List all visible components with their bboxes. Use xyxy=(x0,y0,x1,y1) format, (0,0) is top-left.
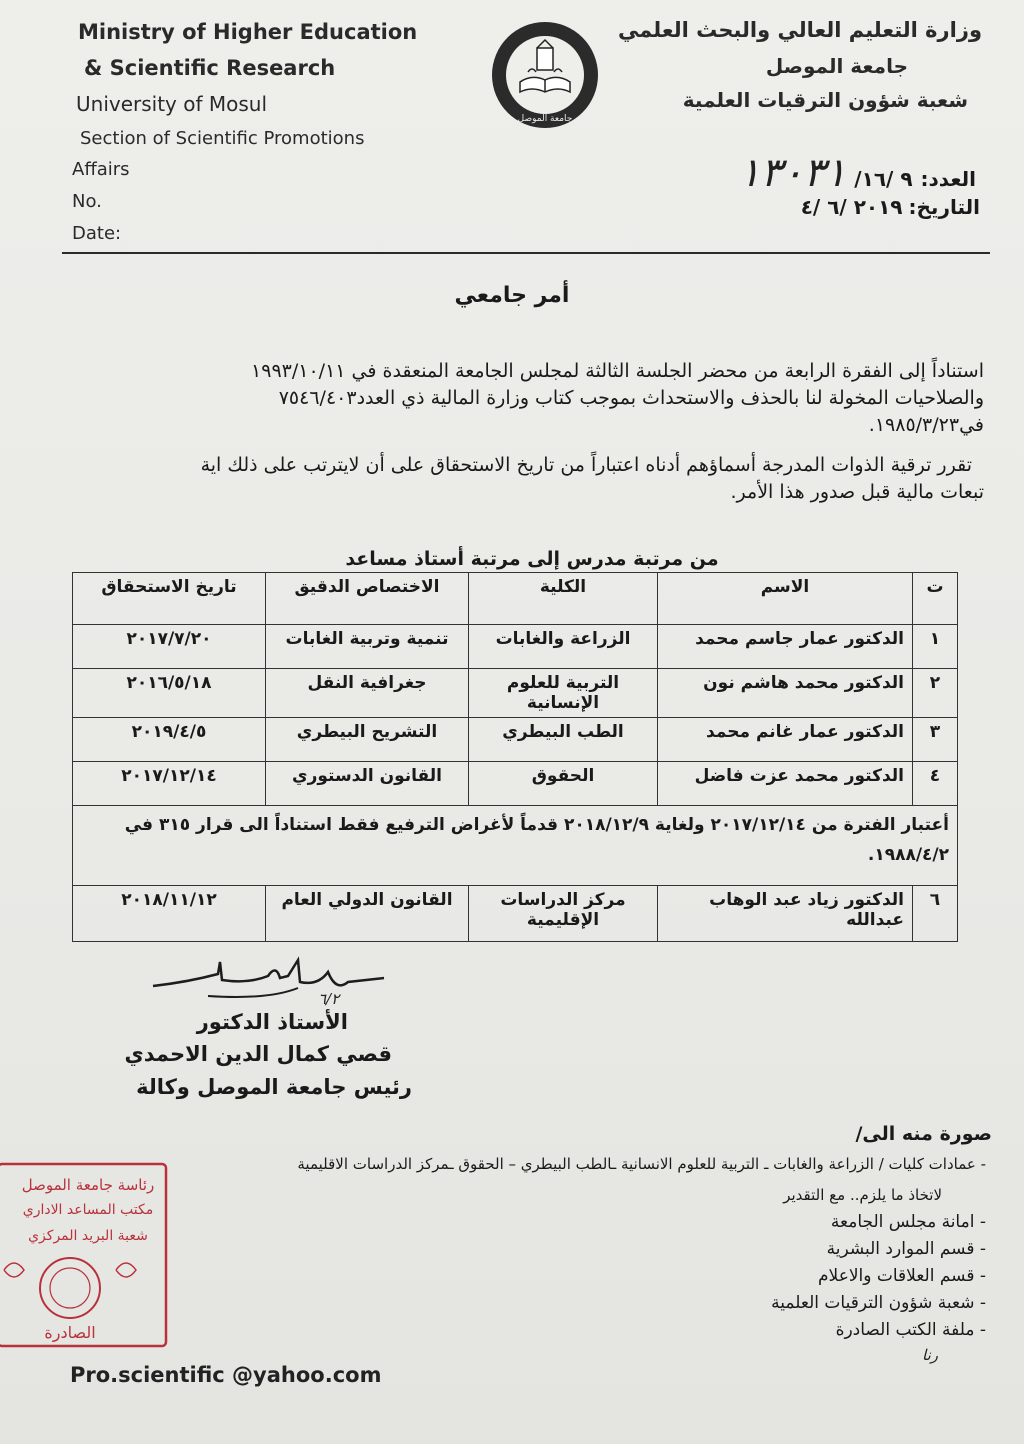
copies-list-item: - قسم العلاقات والاعلام xyxy=(818,1266,986,1286)
stamp-line-1: رئاسة جامعة الموصل xyxy=(21,1176,155,1194)
ministry-name-ar: وزارة التعليم العالي والبحث العلمي xyxy=(617,18,982,42)
copies-list-item: - قسم الموارد البشرية xyxy=(826,1239,986,1259)
university-name-en: University of Mosul xyxy=(76,92,268,116)
contact-email: Pro.scientific @yahoo.com xyxy=(70,1363,382,1387)
seal-text: جامعة الموصل xyxy=(517,114,573,124)
copies-item-text: قسم الموارد البشرية xyxy=(826,1239,975,1259)
stamp-line-4: الصادرة xyxy=(44,1323,96,1342)
copies-first-item: - عمادات كليات / الزراعة والغابات ـ التربية للعلوم الانسانية ـالطب البيطري – الحقوق ـمركز الدراسات الاقليمية xyxy=(297,1155,986,1173)
stamp-line-3: شعبة البريد المركزي xyxy=(28,1228,148,1244)
row-specialty: القانون الدستوري xyxy=(266,762,469,806)
body-paragraph-1 xyxy=(34,358,984,439)
stamp-line-2: مكتب المساعد الاداري xyxy=(22,1202,154,1218)
table-note: أعتبار الفترة من ٢٠١٧/١٢/١٤ ولغاية ٢٠١٨/١٢/٩ قدماً لأغراض الترفيع فقط استناداً الى قرار ٣١٥ في ١٩٨٨/٤/٢. xyxy=(73,806,958,886)
body-paragraph-2 xyxy=(34,452,984,506)
typist-initials: رنا xyxy=(922,1346,938,1364)
copies-first-item-text: عمادات كليات / الزراعة والغابات ـ التربية للعلوم الانسانية ـالطب البيطري – الحقوق ـمركز الدراسات الاقليمية xyxy=(297,1155,976,1173)
row-date: ٢٠١٩/٤/٥ xyxy=(73,718,266,762)
table-caption: من مرتبة مدرس إلى مرتبة أستاذ مساعد xyxy=(345,548,719,570)
paragraph-1-line-2: والصلاحيات المخولة لنا بالحذف والاستحداث بموجب كتاب وزارة المالية ذي العدد٧٥٤٦/٤٠٣ xyxy=(278,387,984,409)
copies-item-text: شعبة شؤون الترقيات العلمية xyxy=(771,1293,975,1313)
row-name: الدكتور عمار غانم محمد xyxy=(658,718,913,762)
row-college: التربية للعلوم الإنسانية xyxy=(469,669,658,718)
row-name: الدكتور عمار جاسم محمد xyxy=(658,625,913,669)
signatory-name: قصي كمال الدين الاحمدي xyxy=(124,1042,392,1066)
ministry-name-en-line1: Ministry of Higher Education xyxy=(78,20,418,44)
row-num: ٣ xyxy=(913,718,958,762)
number-field-ar xyxy=(739,150,976,196)
paragraph-2-line-2: تبعات مالية قبل صدور هذا الأمر. xyxy=(730,481,984,503)
row-college: الزراعة والغابات xyxy=(469,625,658,669)
row-date: ٢٠١٦/٥/١٨ xyxy=(73,669,266,718)
row-college: مركز الدراسات الإقليمية xyxy=(469,886,658,942)
ministry-name-en-line2: & Scientific Research xyxy=(84,56,336,80)
section-name-en-line2: Affairs xyxy=(72,159,130,180)
number-label-ar: العدد: xyxy=(920,167,976,191)
document-title: أمر جامعي xyxy=(454,283,570,308)
header-num: ت xyxy=(913,573,958,625)
row-name: الدكتور زياد عبد الوهاب عبدالله xyxy=(658,886,913,942)
signature-date: ٦/٢ xyxy=(318,990,340,1008)
row-specialty: القانون الدولي العام xyxy=(266,886,469,942)
row-specialty: تنمية وتربية الغابات xyxy=(266,625,469,669)
date-label-ar: التاريخ: xyxy=(908,195,980,219)
copies-list-item: - ملفة الكتب الصادرة xyxy=(835,1320,986,1340)
number-value-ar: ٩ /١٦/ xyxy=(854,167,913,191)
copies-heading: صورة منه الى/ xyxy=(855,1123,992,1145)
date-field-ar xyxy=(801,195,980,219)
number-label-en: No. xyxy=(72,191,102,212)
copies-item-text: قسم العلاقات والاعلام xyxy=(818,1266,975,1286)
header-specialty: الاختصاص الدقيق xyxy=(266,573,469,625)
table-row xyxy=(73,718,958,762)
row-college: الحقوق xyxy=(469,762,658,806)
table-row xyxy=(73,762,958,806)
row-name: الدكتور محمد هاشم نون xyxy=(658,669,913,718)
table-row xyxy=(73,625,958,669)
paragraph-2-line-1: تقرر ترقية الذوات المدرجة أسماؤهم أدناه اعتباراً من تاريخ الاستحقاق على أن لايترتب على ذلك اية xyxy=(200,454,972,476)
copies-first-item-note: لاتخاذ ما يلزم.. مع التقدير xyxy=(783,1186,942,1204)
row-college: الطب البيطري xyxy=(469,718,658,762)
table-row xyxy=(73,886,958,942)
number-handwritten: ١٣٠٣١ xyxy=(738,150,847,196)
paragraph-1-line-1: استناداً إلى الفقرة الرابعة من محضر الجلسة الثالثة لمجلس الجامعة المنعقدة في ١٩٩٣/١٠/١١ xyxy=(251,360,984,382)
row-num: ٤ xyxy=(913,762,958,806)
copies-item-text: امانة مجلس الجامعة xyxy=(830,1212,975,1232)
row-specialty: التشريح البيطري xyxy=(266,718,469,762)
row-num: ٦ xyxy=(913,886,958,942)
row-num: ٢ xyxy=(913,669,958,718)
date-value-ar: ٢٠١٩ /٦ /٤ xyxy=(800,195,903,219)
copies-list-item: - شعبة شؤون الترقيات العلمية xyxy=(771,1293,986,1313)
table-note-row xyxy=(73,806,958,886)
row-name: الدكتور محمد عزت فاضل xyxy=(658,762,913,806)
header-date: تاريخ الاستحقاق xyxy=(73,573,266,625)
table-row xyxy=(73,669,958,718)
row-num: ١ xyxy=(913,625,958,669)
signatory-title: الأستاذ الدكتور xyxy=(196,1010,348,1034)
handwritten-signature xyxy=(148,952,388,1012)
section-name-ar: شعبة شؤون الترقيات العلمية xyxy=(682,88,968,112)
table-header-row xyxy=(73,573,958,625)
row-date: ٢٠١٧/٧/٢٠ xyxy=(73,625,266,669)
header-name: الاسم xyxy=(658,573,913,625)
header-college: الكلية xyxy=(469,573,658,625)
university-name-ar: جامعة الموصل xyxy=(765,54,908,78)
signatory-position: رئيس جامعة الموصل وكالة xyxy=(136,1075,412,1099)
header-divider xyxy=(62,252,990,254)
outgoing-mail-stamp xyxy=(0,1160,172,1350)
copies-list-item: - امانة مجلس الجامعة xyxy=(830,1212,986,1232)
row-specialty: جغرافية النقل xyxy=(266,669,469,718)
date-label-en: Date: xyxy=(72,223,122,244)
paragraph-1-line-3: في١٩٨٥/٣/٢٣. xyxy=(868,414,984,436)
promotions-table xyxy=(72,572,958,942)
section-name-en-line1: Section of Scientific Promotions xyxy=(80,128,365,149)
copies-item-text: ملفة الكتب الصادرة xyxy=(835,1320,975,1340)
row-date: ٢٠١٧/١٢/١٤ xyxy=(73,762,266,806)
row-date: ٢٠١٨/١١/١٢ xyxy=(73,886,266,942)
university-seal-logo xyxy=(490,20,600,130)
